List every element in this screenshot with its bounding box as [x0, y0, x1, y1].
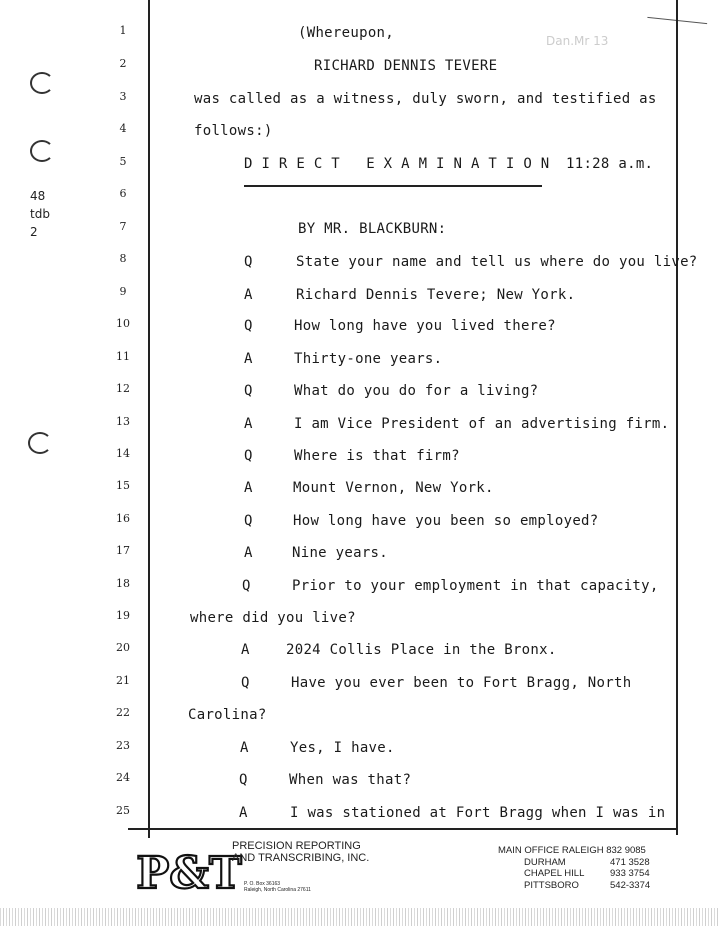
transcript-line: BY MR. BLACKBURN:	[298, 221, 447, 237]
speaker-label: A	[244, 287, 253, 303]
line-number: 7	[119, 220, 127, 233]
speaker-label: A	[241, 642, 250, 658]
line-number: 16	[116, 512, 130, 525]
speaker-label: Q	[244, 318, 253, 334]
section-heading: D I R E C T E X A M I N A T I O N	[244, 156, 550, 172]
office-phone: 471 3528	[610, 856, 650, 868]
speaker-label: Q	[244, 513, 253, 529]
line-number: 25	[116, 804, 130, 817]
transcript-line: Carolina?	[188, 707, 267, 723]
margin-note-line: tdb	[30, 207, 50, 221]
transcript-line: Richard Dennis Tevere; New York.	[296, 287, 576, 303]
transcript-line: follows:)	[194, 123, 273, 139]
line-number: 15	[116, 479, 130, 492]
transcript-line: How long have you been so employed?	[293, 513, 599, 529]
transcript-line: Yes, I have.	[290, 740, 395, 756]
line-number: 10	[116, 317, 130, 330]
line-number: 14	[116, 447, 130, 460]
main-office: MAIN OFFICE RALEIGH 832 9085	[498, 845, 646, 856]
speaker-label: A	[240, 740, 249, 756]
line-number: 22	[116, 706, 130, 719]
margin-note-line: 2	[30, 225, 38, 239]
speaker-label: A	[244, 351, 253, 367]
line-number: 20	[116, 641, 130, 654]
binder-hole	[28, 432, 52, 454]
line-number: 18	[116, 577, 130, 590]
office-row	[498, 857, 650, 869]
transcript-line: where did you live?	[190, 610, 356, 626]
speaker-label: Q	[241, 675, 250, 691]
transcript-line: Where is that firm?	[294, 448, 460, 464]
speaker-label: Q	[244, 448, 253, 464]
line-number: 9	[119, 285, 127, 298]
transcript-line: When was that?	[289, 772, 412, 788]
speaker-label: A	[244, 416, 253, 432]
binder-hole	[30, 140, 54, 162]
line-number: 24	[116, 771, 130, 784]
line-number: 23	[116, 739, 130, 752]
transcript-line: State your name and tell us where do you live?	[296, 254, 698, 270]
transcript-line: Prior to your employment in that capacity,	[292, 578, 659, 594]
transcript-line: Thirty-one years.	[294, 351, 443, 367]
office-row	[498, 868, 650, 880]
corner-mark	[647, 3, 708, 24]
bottom-rule	[128, 828, 678, 830]
speaker-label: Q	[242, 578, 251, 594]
transcript-line: I was stationed at Fort Bragg when I was in	[290, 805, 666, 821]
transcript-line: Mount Vernon, New York.	[293, 480, 494, 496]
company-address	[244, 881, 311, 893]
line-number: 13	[116, 415, 130, 428]
speaker-label: Q	[244, 383, 253, 399]
office-name: PITTSBORO	[524, 879, 579, 891]
logo-text: P&T	[136, 848, 242, 899]
transcript-line: was called as a witness, duly sworn, and testified as	[194, 91, 657, 107]
line-number: 17	[116, 544, 130, 557]
transcript-line: Have you ever been to Fort Bragg, North	[291, 675, 632, 691]
scan-noise-strip	[0, 908, 720, 926]
transcript-line: What do you do for a living?	[294, 383, 539, 399]
speaker-label: A	[239, 805, 248, 821]
header-smudge: Dan.Mr 13	[546, 34, 609, 48]
po-box: P. O. Box 36163	[244, 881, 281, 887]
speaker-label: Q	[239, 772, 248, 788]
line-number: 5	[119, 155, 127, 168]
line-number: 8	[119, 252, 127, 265]
line-number: 2	[119, 57, 127, 70]
right-margin-rule	[676, 0, 678, 835]
line-number: 1	[119, 24, 127, 37]
speaker-label: A	[244, 545, 253, 561]
line-number: 4	[119, 122, 127, 135]
transcript-line: I am Vice President of an advertising firm.	[294, 416, 670, 432]
line-number: 6	[119, 187, 127, 200]
transcript-line: 2024 Collis Place in the Bronx.	[286, 642, 557, 658]
city-state: Raleigh, North Carolina 27611	[244, 887, 311, 893]
line-number: 3	[119, 90, 127, 103]
binder-hole	[30, 72, 54, 94]
heading-underline	[244, 185, 542, 187]
transcript-line: Nine years.	[292, 545, 389, 561]
transcript-line: How long have you lived there?	[294, 318, 556, 334]
line-number: 12	[116, 382, 130, 395]
office-phone: 933 3754	[610, 868, 650, 879]
company-name-line2: AND TRANSCRIBING, INC.	[232, 852, 370, 864]
margin-note-line: 48	[30, 189, 46, 203]
transcript-line: (Whereupon,	[298, 25, 395, 41]
office-name: CHAPEL HILL	[524, 868, 585, 879]
speaker-label: A	[244, 480, 253, 496]
office-list	[498, 845, 650, 891]
examination-time: 11:28 a.m.	[566, 156, 654, 172]
office-phone: 542-3374	[610, 879, 651, 891]
line-number: 11	[116, 350, 130, 363]
company-logo	[136, 840, 242, 899]
office-row	[498, 880, 650, 892]
speaker-label: Q	[244, 254, 253, 270]
line-number: 21	[116, 674, 130, 687]
company-name-line1: PRECISION REPORTING	[232, 840, 361, 852]
office-name: DURHAM	[524, 856, 566, 868]
line-number: 19	[116, 609, 130, 622]
company-name	[232, 840, 369, 864]
left-margin-rule	[148, 0, 150, 838]
transcript-line: RICHARD DENNIS TEVERE	[314, 58, 498, 74]
